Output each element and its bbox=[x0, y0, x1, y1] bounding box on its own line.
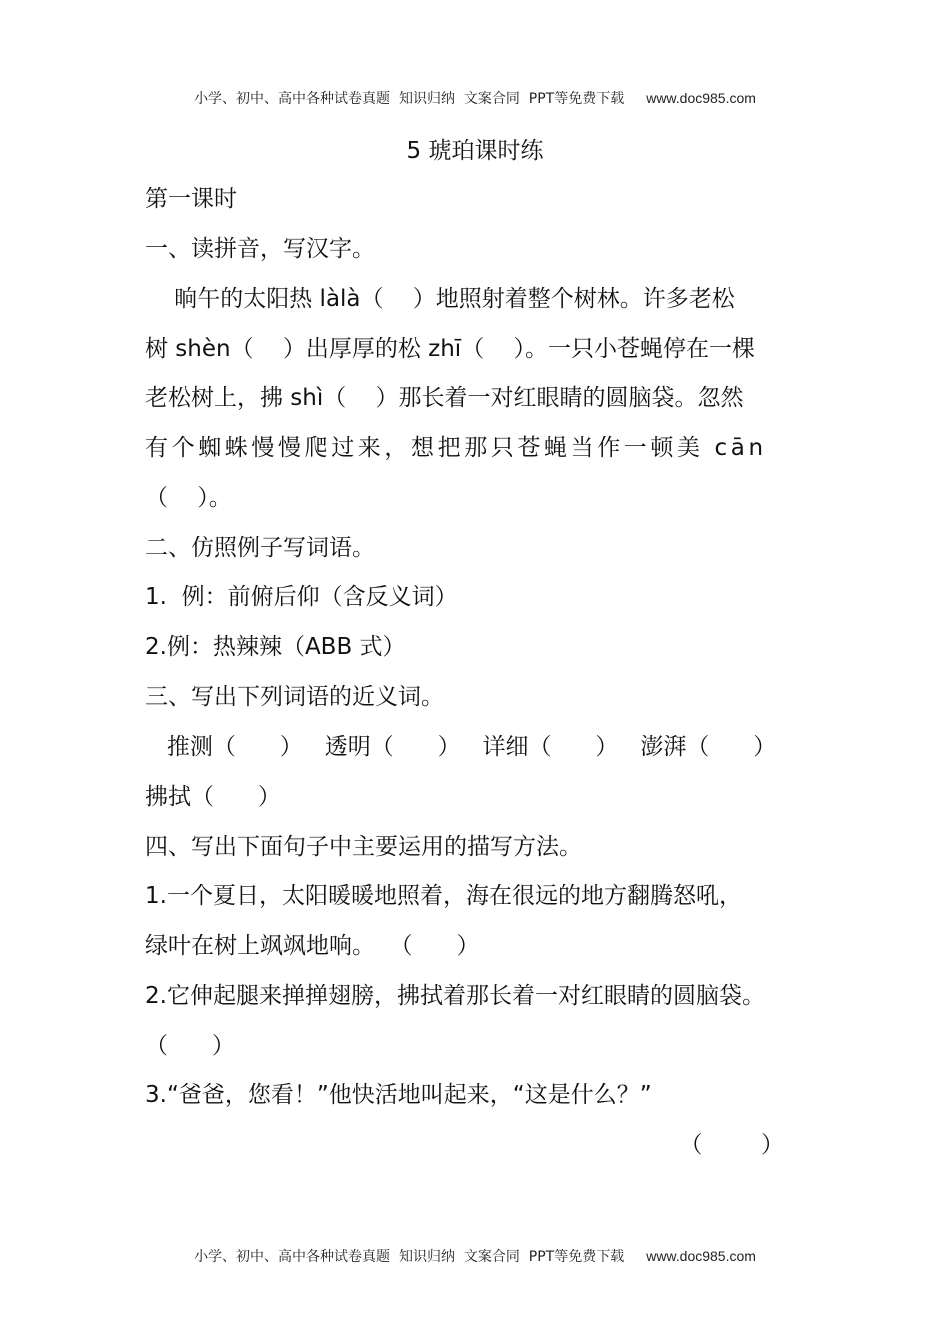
section4-heading: 四、写出下面句子中主要运用的描写方法。 bbox=[145, 834, 582, 860]
header-url-link[interactable]: www.doc985.com bbox=[646, 90, 756, 106]
section4-line: （ ） bbox=[145, 1033, 235, 1059]
section4-line: 1.一个夏日，太阳暖暖地照着，海在很远的地方翻腾怒吼， bbox=[145, 883, 742, 909]
section4-line: 2.它伸起腿来掸掸翅膀，拂拭着那长着一对红眼睛的圆脑袋。 bbox=[145, 983, 765, 1009]
section4-line: 绿叶在树上飒飒地响。 （ ） bbox=[145, 933, 480, 959]
footer-url-link[interactable]: www.doc985.com bbox=[646, 1248, 756, 1264]
section1-line: （ ）。 bbox=[145, 485, 232, 511]
section2-heading: 二、仿照例子写词语。 bbox=[145, 535, 375, 561]
section3-line: 推测（ ） 透明（ ） 详细（ ） 澎湃（ ） bbox=[145, 734, 777, 760]
section1-line: 老松树上，拂 shì（ ）那长着一对红眼睛的圆脑袋。忽然 bbox=[145, 385, 744, 411]
page-header bbox=[0, 88, 950, 108]
section4-line: 3.“爸爸，您看！”他快活地叫起来，“这是什么？” bbox=[145, 1082, 652, 1108]
section3-line: 拂拭（ ） bbox=[145, 784, 281, 810]
page-title: 5 琥珀课时练 bbox=[406, 138, 544, 164]
section1-heading: 一、读拼音，写汉字。 bbox=[145, 236, 375, 262]
answer-blank: （ ） bbox=[679, 1132, 784, 1158]
section1-line: 晌午的太阳热 làlà（ ）地照射着整个树林。许多老松 bbox=[145, 286, 735, 312]
section2-item: 2.例：热辣辣（ABB 式） bbox=[145, 634, 406, 660]
lesson-label: 第一课时 bbox=[145, 186, 237, 212]
section2-item: 1. 例：前俯后仰（含反义词） bbox=[145, 584, 458, 610]
section1-line: 有个蜘蛛慢慢爬过来，想把那只苍蝇当作一顿美 cān bbox=[145, 435, 767, 461]
section1-line: 树 shèn（ ）出厚厚的松 zhī（ ）。一只小苍蝇停在一棵 bbox=[145, 336, 755, 362]
footer-text: 小学、初中、高中各种试卷真题 知识归纳 文案合同 PPT等免费下载 bbox=[194, 1249, 625, 1265]
page-footer bbox=[0, 1246, 950, 1266]
section3-heading: 三、写出下列词语的近义词。 bbox=[145, 684, 444, 710]
header-text: 小学、初中、高中各种试卷真题 知识归纳 文案合同 PPT等免费下载 bbox=[194, 91, 625, 107]
